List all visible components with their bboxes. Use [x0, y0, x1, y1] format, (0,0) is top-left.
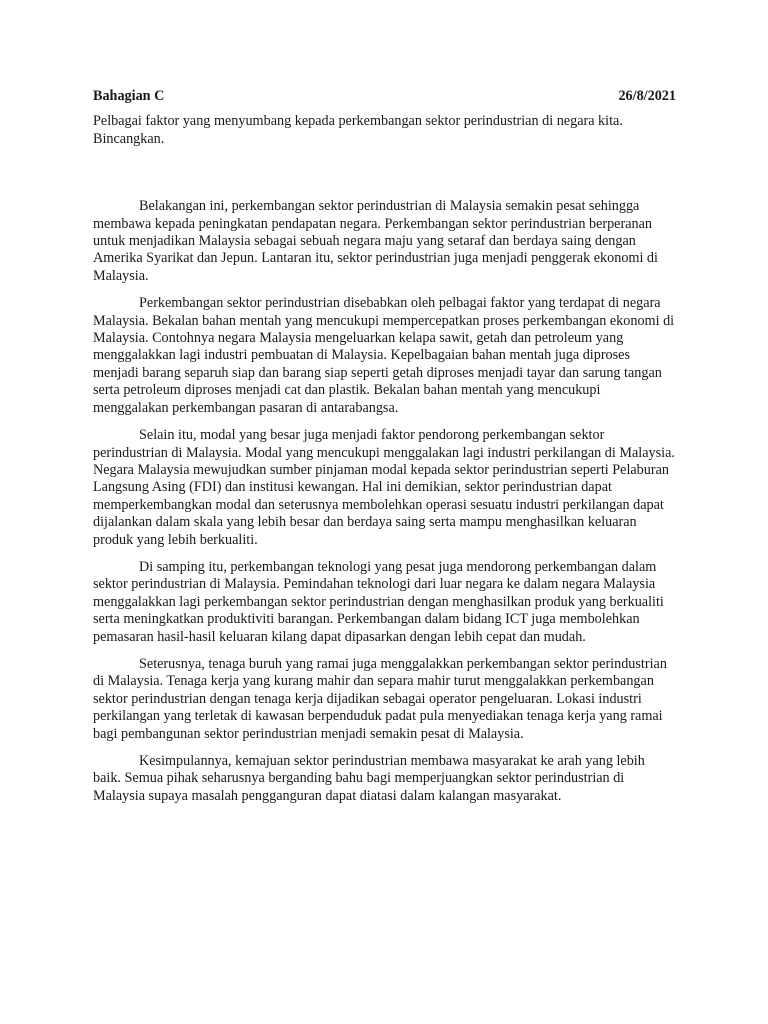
document-date: 26/8/2021: [618, 88, 676, 104]
question-text: Pelbagai faktor yang menyumbang kepada perkembangan sektor perindustrian di negara kita. Bincangkan.: [93, 113, 623, 147]
paragraph-labour: Seterusnya, tenaga buruh yang ramai juga menggalakkan perkembangan sektor perindustrian di Malaysia. Tenaga kerja yang kurang mahir dan separa mahir turut menggalakkan perkembangan sektor perindustrian dengan tenaga kerja dijadikan sebagai operator pengeluaran. Lokasi industri perkilangan yang terletak di kawasan berpenduduk padat pula menyediakan tenaga kerja yang ramai bagi pembangunan sektor perindustrian menjadi semakin pesat di Malaysia.: [93, 655, 667, 742]
paragraph-raw-materials: Perkembangan sektor perindustrian disebabkan oleh pelbagai faktor yang terdapat di negara Malaysia. Bekalan bahan mentah yang mencukupi mempercepatkan proses perkembangan ekonomi di Malaysia. Contohnya negara Malaysia mengeluarkan kelapa sawit, getah dan petroleum yang menggalakkan lagi industri pembuatan di Malaysia. Kepelbagaian bahan mentah juga diproses menjadi barang separuh siap dan barang siap seperti getah diproses menjadi tayar dan sarung tangan serta petroleum diproses menjadi cat dan plastik. Bekalan bahan mentah yang mencukupi menggalakan perkembangan pasaran di antarabangsa.: [93, 295, 675, 416]
paragraph-technology: Di samping itu, perkembangan teknologi yang pesat juga mendorong perkembangan dalam sektor perindustrian di Malaysia. Pemindahan teknologi dari luar negara ke dalam negara Malaysia menggalakkan lagi perkembangan sektor perindustrian dengan menghasilkan produk yang berkualiti serta meningkatkan produktiviti barangan. Perkembangan dalam bidang ICT juga membolehkan pemasaran hasil-hasil keluaran kilang dapat dipasarkan dengan lebih cepat dan mudah.: [93, 558, 664, 645]
document-page: [93, 88, 676, 815]
paragraph-conclusion: Kesimpulannya, kemajuan sektor perindustrian membawa masyarakat ke arah yang lebih baik. Semua pihak seharusnya berganding bahu bagi memperjuangkan sektor perindustrian di Malaysia supaya masalah pengganguran dapat diatasi dalam kalangan masyarakat.: [93, 753, 645, 804]
paragraph-introduction: Belakangan ini, perkembangan sektor perindustrian di Malaysia semakin pesat sehingga membawa kepada peningkatan pendapatan negara. Perkembangan sektor perindustrian berperanan untuk menjadikan Malaysia sebagai sebuah negara maju yang setaraf dan berdaya saing dengan Amerika Syarikat dan Jepun. Lantaran itu, sektor perindustrian juga menjadi penggerak ekonomi di Malaysia.: [93, 198, 658, 284]
section-title: Bahagian C: [93, 88, 165, 104]
document-header: [93, 88, 676, 105]
paragraph-capital: Selain itu, modal yang besar juga menjadi faktor pendorong perkembangan sektor perindustrian di Malaysia. Modal yang mencukupi menggalakan lagi industri perkilangan di Malaysia. Negara Malaysia mewujudkan sumber pinjaman modal kepada sektor perindustrian seperti Pelaburan Langsung Asing (FDI) dan institusi kewangan. Hal ini demikian, sektor perindustrian dapat memperkembangkan modal dan seterusnya membolehkan operasi sesuatu industri perkilangan dapat dijalankan dalam skala yang lebih besar dan berdaya saing serta mampu menghasilkan keluaran produk yang lebih berkualiti.: [93, 427, 675, 548]
